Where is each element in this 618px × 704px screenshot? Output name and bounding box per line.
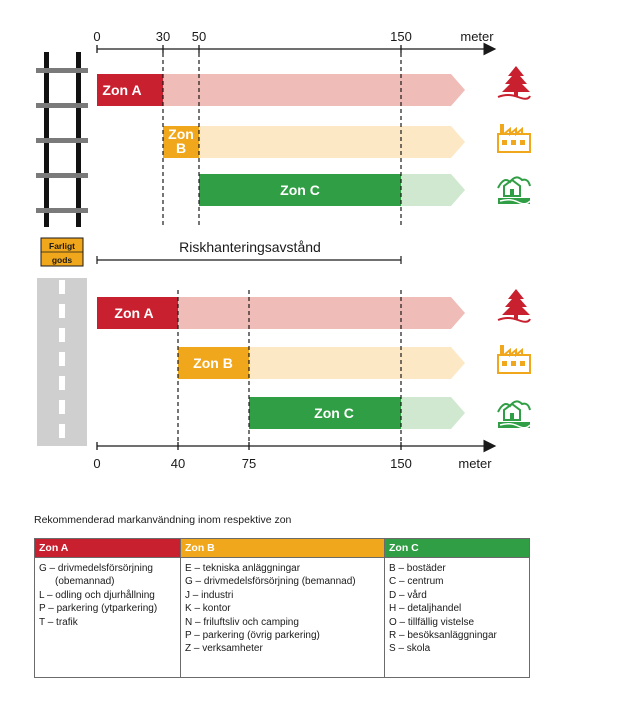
zone-b-column	[181, 539, 385, 677]
top-zone-c-label: Zon C	[280, 182, 320, 198]
housing-icon	[498, 401, 530, 428]
bottom-zone-b	[178, 347, 465, 379]
zone-c-column	[385, 539, 529, 677]
top-tick-0: 0	[93, 29, 101, 44]
railway-track	[36, 52, 88, 227]
bottom-zone-c	[249, 397, 465, 429]
hazard-sign-line1: Farligt	[49, 241, 75, 251]
hazard-sign-line2: gods	[51, 255, 73, 265]
list-item: P – parkering (övrig parkering)	[185, 630, 320, 642]
top-tick-150: 150	[390, 29, 412, 44]
zone-b-header: Zon B	[181, 539, 384, 558]
nature-icon	[498, 66, 530, 99]
list-item: J – industri	[185, 589, 234, 601]
zone-c-header: Zon C	[385, 539, 529, 558]
top-axis	[93, 29, 495, 53]
top-zone-b	[163, 126, 465, 158]
top-zone-b-label-2: B	[175, 140, 187, 156]
zone-a-list	[35, 558, 180, 629]
list-item: E – tekniska anläggningar	[185, 563, 301, 574]
bottom-tick-0: 0	[93, 456, 101, 471]
list-item: C – centrum	[389, 576, 444, 588]
list-item: T – trafik	[39, 616, 78, 628]
top-tick-50: 50	[191, 29, 207, 44]
top-axis-unit: meter	[460, 29, 494, 44]
bottom-tick-75: 75	[241, 456, 257, 471]
zone-c-list	[385, 558, 529, 656]
list-item: O – tillfällig vistelse	[389, 616, 475, 628]
bottom-axis	[93, 442, 495, 471]
list-item: H – detaljhandel	[389, 603, 462, 615]
top-zone-b-label-1: Zon	[168, 126, 194, 142]
road	[37, 278, 87, 446]
zone-b-list	[181, 558, 384, 656]
list-item: Z – verksamheter	[185, 643, 263, 655]
list-item: K – kontor	[185, 603, 231, 615]
list-item: G – drivmedelsförsörjning	[39, 563, 153, 574]
list-item: S – skola	[389, 643, 431, 655]
bottom-zone-b-label: Zon B	[193, 355, 233, 371]
top-zone-a-label: Zon A	[102, 82, 142, 98]
list-item: B – bostäder	[389, 563, 446, 574]
list-item: D – vård	[389, 589, 427, 601]
bottom-zone-a	[97, 297, 465, 329]
top-zone-a	[97, 74, 465, 106]
table-caption: Rekommenderad markanvändning inom respektive zon	[34, 514, 292, 526]
distance-label: Riskhanteringsavstånd	[179, 239, 321, 255]
list-item: P – parkering (ytparkering)	[39, 603, 158, 615]
bottom-tick-150: 150	[390, 456, 412, 471]
industry-icon	[498, 345, 530, 373]
list-item: N – friluftsliv och camping	[185, 616, 299, 628]
land-use-table	[34, 538, 530, 678]
bottom-axis-unit: meter	[458, 456, 492, 471]
housing-icon	[498, 177, 530, 204]
industry-icon	[498, 124, 530, 152]
top-tick-30: 30	[155, 29, 171, 44]
zone-a-column	[35, 539, 181, 677]
list-item: G – drivmedelsförsörjning (bemannad)	[185, 576, 356, 588]
hazard-sign	[41, 238, 83, 266]
list-item: (obemannad)	[55, 576, 115, 588]
distance-bracket	[97, 239, 401, 264]
nature-icon	[498, 289, 530, 322]
bottom-zone-a-label: Zon A	[114, 305, 154, 321]
zone-a-header: Zon A	[35, 539, 180, 558]
list-item: L – odling och djurhållning	[39, 589, 155, 601]
bottom-zone-c-label: Zon C	[314, 405, 354, 421]
list-item: R – besöksanläggningar	[389, 630, 497, 642]
top-zone-c	[199, 174, 465, 206]
bottom-tick-40: 40	[170, 456, 186, 471]
